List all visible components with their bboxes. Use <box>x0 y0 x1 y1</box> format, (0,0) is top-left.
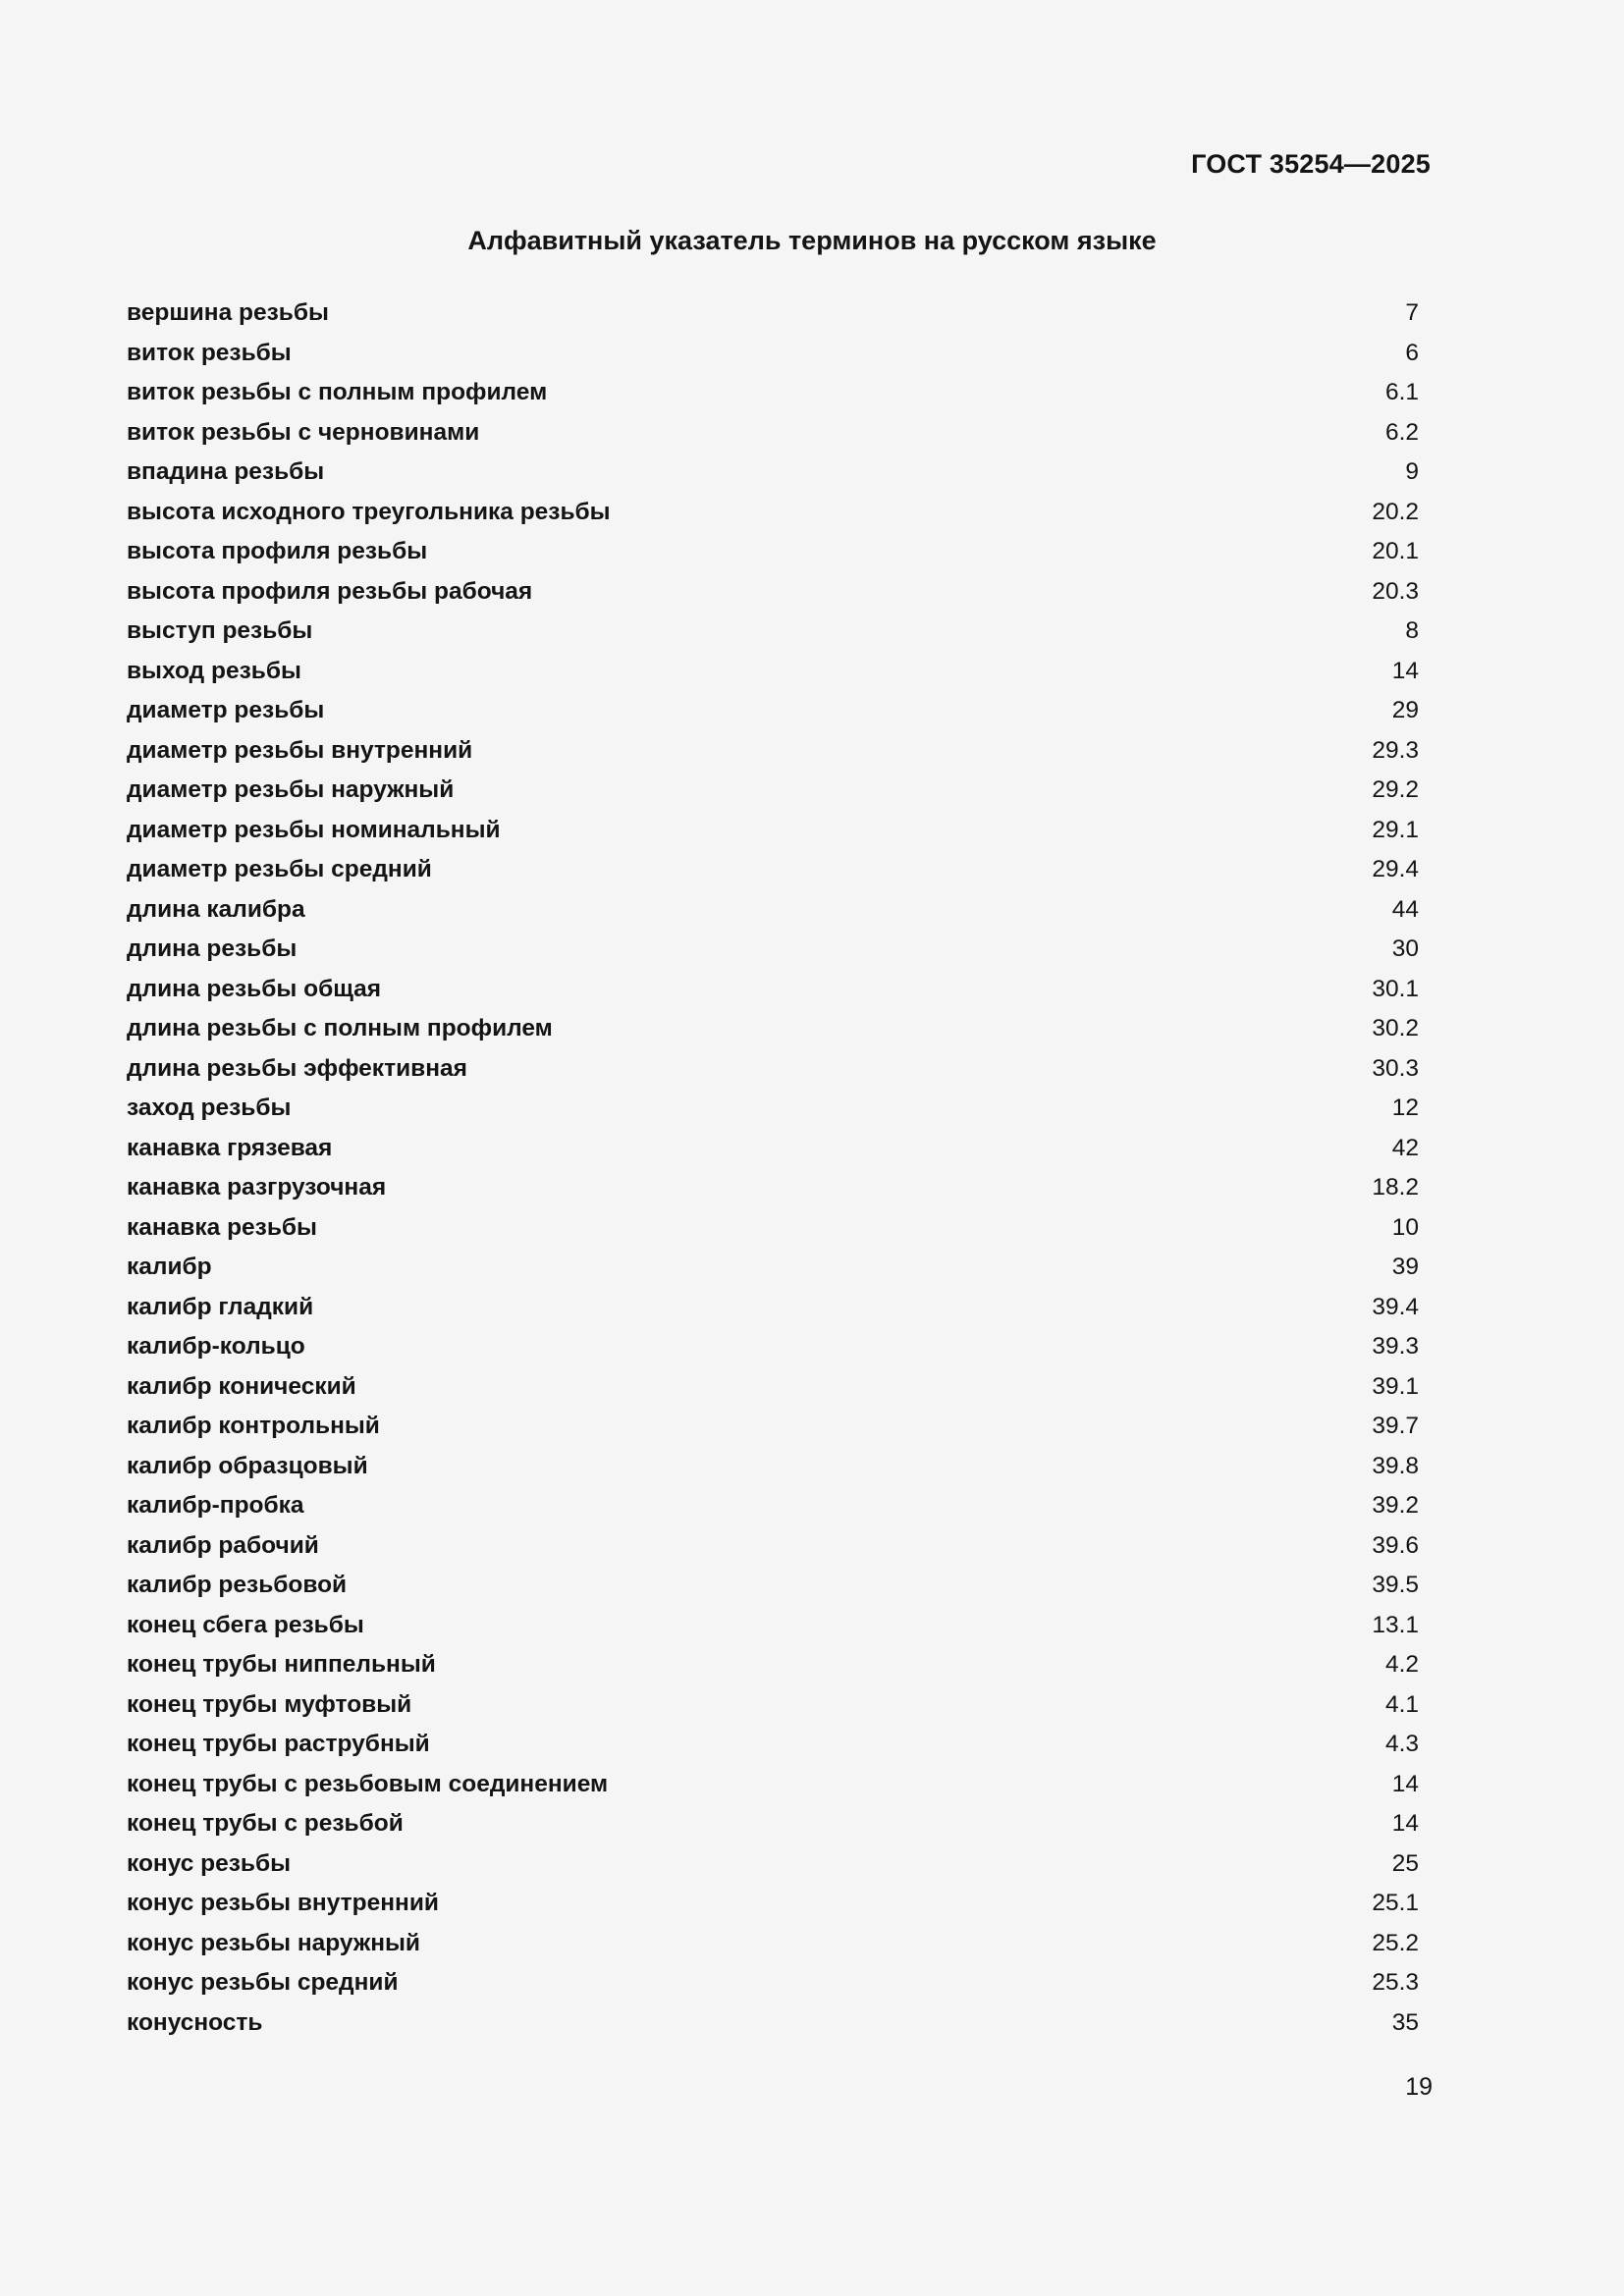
index-entry <box>127 1211 1419 1252</box>
index-reference: 29.1 <box>1372 816 1419 843</box>
index-reference: 30.3 <box>1372 1054 1419 1082</box>
index-reference: 42 <box>1391 1134 1419 1161</box>
index-entry <box>127 2006 1419 2047</box>
index-reference: 35 <box>1391 2008 1419 2036</box>
index-entry <box>127 1768 1419 1808</box>
index-term: конец трубы с резьбой <box>127 1810 404 1837</box>
index-reference: 30.2 <box>1372 1015 1419 1041</box>
index-reference: 7 <box>1405 299 1419 326</box>
index-term: калибр-кольцо <box>127 1333 305 1360</box>
index-term: конус резьбы <box>127 1849 292 1877</box>
index-reference: 29.3 <box>1372 736 1419 764</box>
index-reference: 13.1 <box>1372 1611 1419 1638</box>
index-reference: 18.2 <box>1372 1174 1419 1201</box>
index-entry <box>127 1092 1419 1132</box>
index-reference: 39.2 <box>1372 1492 1419 1519</box>
index-entry <box>127 1052 1419 1093</box>
index-entry <box>127 1728 1419 1768</box>
index-entry <box>127 1132 1419 1172</box>
index-reference: 14 <box>1391 1810 1419 1837</box>
index-term: канавка резьбы <box>127 1213 317 1241</box>
index-entry <box>127 1410 1419 1450</box>
index-term: конец трубы ниппельный <box>127 1651 436 1678</box>
index-reference: 14 <box>1391 1770 1419 1797</box>
index-entry <box>127 1171 1419 1211</box>
index-reference: 10 <box>1391 1213 1419 1241</box>
index-entry <box>127 1887 1419 1927</box>
index-reference: 6.2 <box>1384 418 1419 446</box>
index-term: виток резьбы с черновинами <box>127 418 480 446</box>
index-reference: 20.1 <box>1372 538 1419 564</box>
index-entry <box>127 1847 1419 1888</box>
index-reference: 39.7 <box>1372 1413 1419 1439</box>
index-entry <box>127 1688 1419 1729</box>
index-term: диаметр резьбы средний <box>127 856 432 882</box>
index-term: калибр контрольный <box>127 1413 380 1439</box>
index-term: канавка разгрузочная <box>127 1174 387 1201</box>
index-reference: 29 <box>1391 697 1419 723</box>
index-term: выход резьбы <box>127 657 301 684</box>
index-reference: 39.1 <box>1372 1372 1419 1400</box>
index-term: длина калибра <box>127 895 305 923</box>
index-entry <box>127 734 1419 774</box>
index-entry <box>127 1450 1419 1490</box>
index-entry <box>127 655 1419 695</box>
index-title: Алфавитный указатель терминов на русском языке <box>467 226 1157 255</box>
index-entry <box>127 1648 1419 1688</box>
index-term: калибр-пробка <box>127 1492 304 1519</box>
index-entry <box>127 1927 1419 1967</box>
index-term: высота профиля резьбы <box>127 538 428 564</box>
index-term: калибр конический <box>127 1372 356 1400</box>
index-term: выступ резьбы <box>127 617 313 644</box>
index-entry <box>127 933 1419 973</box>
index-entry <box>127 774 1419 814</box>
index-term: калибр рабочий <box>127 1531 319 1559</box>
index-reference: 39.4 <box>1372 1293 1419 1320</box>
index-entry <box>127 1370 1419 1411</box>
index-reference: 25.3 <box>1372 1969 1419 1996</box>
index-reference: 6.1 <box>1384 379 1419 405</box>
index-reference: 14 <box>1391 657 1419 684</box>
index-reference: 39.3 <box>1372 1333 1419 1360</box>
index-term: диаметр резьбы номинальный <box>127 816 501 843</box>
index-reference: 4.2 <box>1384 1651 1419 1678</box>
index-reference: 25 <box>1391 1849 1419 1877</box>
document-code: ГОСТ 35254—2025 <box>1191 149 1431 179</box>
index-entry <box>127 337 1419 377</box>
index-reference: 4.1 <box>1384 1690 1419 1718</box>
index-entry <box>127 1330 1419 1370</box>
index-term: калибр образцовый <box>127 1452 368 1479</box>
index-term: виток резьбы <box>127 339 292 366</box>
index-entry <box>127 1807 1419 1847</box>
index-term: виток резьбы с полным профилем <box>127 379 548 405</box>
index-term: высота исходного треугольника резьбы <box>127 498 611 525</box>
index-term: конец трубы раструбный <box>127 1731 430 1757</box>
index-entry <box>127 1489 1419 1529</box>
index-reference: 4.3 <box>1384 1731 1419 1757</box>
index-reference: 20.3 <box>1372 577 1419 605</box>
index-entry <box>127 814 1419 854</box>
index-term: диаметр резьбы <box>127 697 325 723</box>
index-term: конусность <box>127 2008 263 2036</box>
index-term: диаметр резьбы наружный <box>127 776 455 803</box>
index-entry <box>127 296 1419 337</box>
index-term: диаметр резьбы внутренний <box>127 736 473 764</box>
index-term: вершина резьбы <box>127 299 329 326</box>
index-entry <box>127 575 1419 615</box>
index-term: длина резьбы эффективная <box>127 1054 467 1082</box>
index-entry <box>127 973 1419 1013</box>
index-reference: 39 <box>1391 1254 1419 1280</box>
index-term: калибр резьбовой <box>127 1572 348 1598</box>
index-entry <box>127 455 1419 496</box>
index-term: конус резьбы средний <box>127 1969 399 1996</box>
index-entry <box>127 1966 1419 2006</box>
index-entry <box>127 496 1419 536</box>
index-term: конус резьбы наружный <box>127 1929 420 1956</box>
index-reference: 29.2 <box>1372 776 1419 803</box>
index-reference: 25.1 <box>1372 1890 1419 1916</box>
index-reference: 44 <box>1391 895 1419 923</box>
index-reference: 12 <box>1391 1095 1419 1121</box>
index-term: конец сбега резьбы <box>127 1611 364 1638</box>
index-reference: 9 <box>1405 458 1419 485</box>
index-entry <box>127 376 1419 416</box>
index-term: калибр <box>127 1254 212 1280</box>
index-term: длина резьбы с полным профилем <box>127 1015 553 1041</box>
index-term: высота профиля резьбы рабочая <box>127 577 533 605</box>
index-reference: 39.8 <box>1372 1452 1419 1479</box>
term-index-list <box>127 296 1419 2046</box>
index-entry <box>127 1569 1419 1609</box>
index-term: впадина резьбы <box>127 458 325 485</box>
index-entry <box>127 416 1419 456</box>
index-reference: 29.4 <box>1372 856 1419 882</box>
index-entry <box>127 614 1419 655</box>
index-term: калибр гладкий <box>127 1293 314 1320</box>
index-reference: 30.1 <box>1372 975 1419 1002</box>
index-reference: 39.6 <box>1372 1531 1419 1559</box>
index-entry <box>127 1251 1419 1291</box>
index-reference: 8 <box>1405 617 1419 644</box>
index-term: длина резьбы <box>127 935 298 962</box>
index-term: конец трубы муфтовый <box>127 1690 412 1718</box>
index-entry <box>127 1609 1419 1649</box>
index-term: длина резьбы общая <box>127 975 382 1002</box>
index-term: канавка грязевая <box>127 1134 333 1161</box>
index-entry <box>127 853 1419 893</box>
index-entry <box>127 1529 1419 1570</box>
index-entry <box>127 1291 1419 1331</box>
index-term: конец трубы с резьбовым соединением <box>127 1770 609 1797</box>
index-entry <box>127 694 1419 734</box>
index-reference: 30 <box>1391 935 1419 962</box>
page-number: 19 <box>1405 2073 1433 2101</box>
index-term: заход резьбы <box>127 1095 292 1121</box>
index-entry <box>127 535 1419 575</box>
index-reference: 39.5 <box>1372 1572 1419 1598</box>
index-term: конус резьбы внутренний <box>127 1890 439 1916</box>
index-entry <box>127 1012 1419 1052</box>
index-reference: 25.2 <box>1372 1929 1419 1956</box>
index-reference: 6 <box>1405 339 1419 366</box>
index-reference: 20.2 <box>1372 498 1419 525</box>
index-entry <box>127 893 1419 934</box>
